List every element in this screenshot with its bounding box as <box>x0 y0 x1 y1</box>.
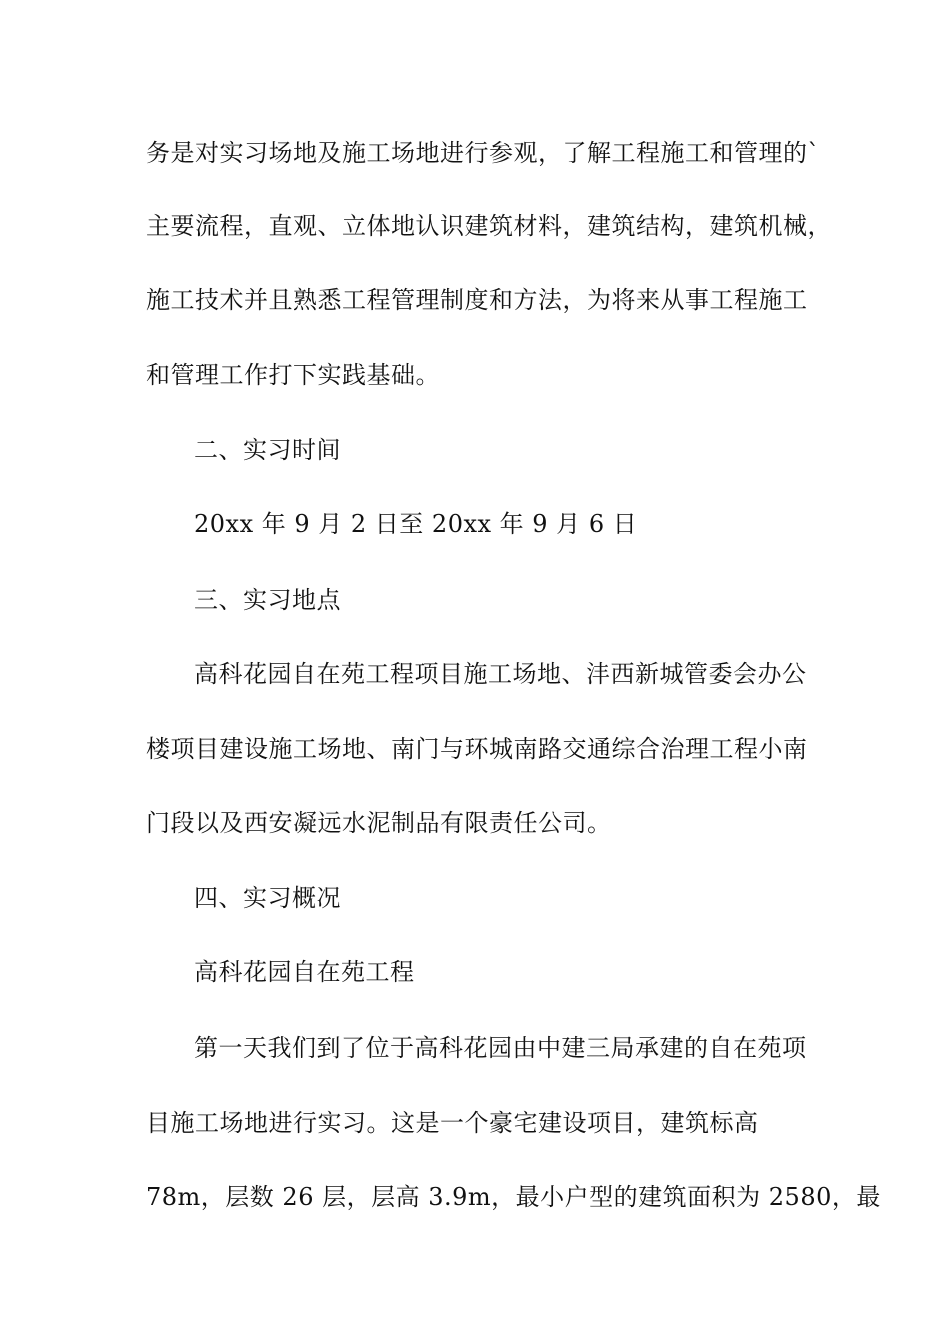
paragraph-line: 和管理工作打下实践基础。 <box>146 361 440 389</box>
paragraph-line: 第一天我们到了位于高科花园由中建三局承建的自在苑项 <box>194 1034 807 1062</box>
internship-dates: 20xx 年 9 月 2 日至 20xx 年 9 月 6 日 <box>194 510 638 538</box>
paragraph-line: 施工技术并且熟悉工程管理制度和方法，为将来从事工程施工 <box>146 286 808 314</box>
paragraph-line: 楼项目建设施工场地、南门与环城南路交通综合治理工程小南 <box>146 735 808 763</box>
subsection-heading: 高科花园自在苑工程 <box>194 958 415 986</box>
section-heading: 二、实习时间 <box>194 436 341 464</box>
paragraph-line: 务是对实习场地及施工场地进行参观，了解工程施工和管理的` <box>146 139 820 167</box>
paragraph-line: 78m，层数 26 层，层高 3.9m，最小户型的建筑面积为 2580，最 <box>146 1183 881 1211</box>
paragraph-line: 主要流程，直观、立体地认识建筑材料，建筑结构，建筑机械， <box>146 212 832 240</box>
section-heading: 三、实习地点 <box>194 586 341 614</box>
paragraph-line: 高科花园自在苑工程项目施工场地、沣西新城管委会办公 <box>194 660 807 688</box>
section-heading: 四、实习概况 <box>194 884 341 912</box>
paragraph-line: 门段以及西安凝远水泥制品有限责任公司。 <box>146 809 612 837</box>
paragraph-line: 目施工场地进行实习。这是一个豪宅建设项目，建筑标高 <box>146 1109 759 1137</box>
